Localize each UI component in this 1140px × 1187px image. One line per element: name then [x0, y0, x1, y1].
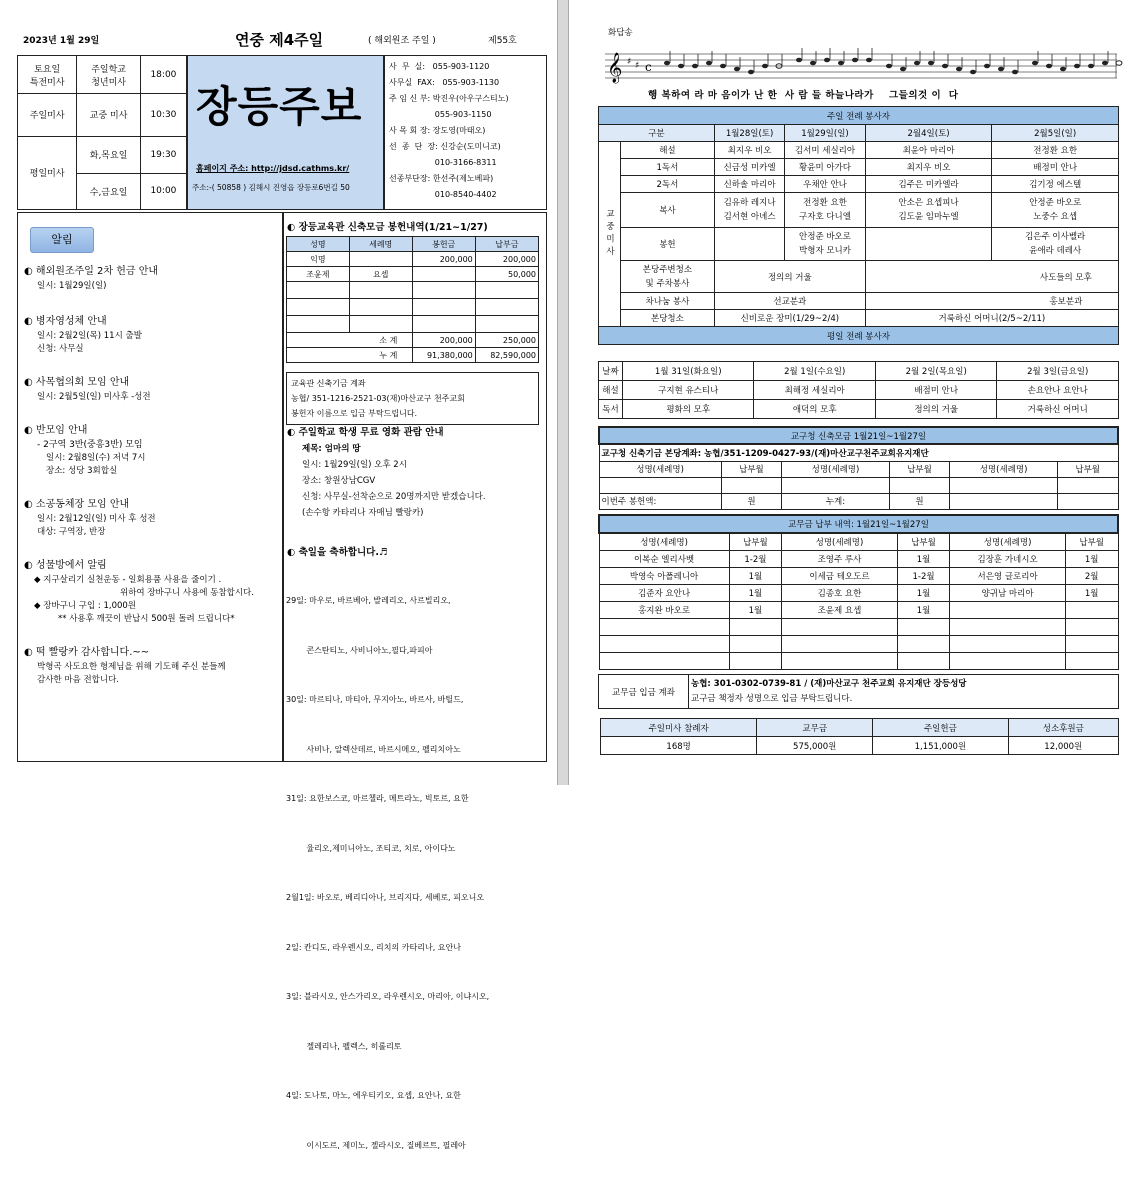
dues-cell: 1월 [1065, 550, 1118, 567]
col-header: 납부월 [729, 533, 782, 550]
volunteer: 배점미 안나 [875, 381, 997, 400]
volunteer: 평화의 모후 [623, 400, 754, 419]
role: 차나눔 봉사 [621, 293, 715, 310]
dues-account-line: 교구금 책정자 성명으로 입금 부탁드립니다. [691, 693, 853, 704]
dues-cell: 1월 [897, 584, 950, 601]
stat-offering: 1,151,000원 [873, 737, 1008, 755]
schedule-group: 평일미사 [18, 136, 77, 210]
svg-text:c: c [645, 60, 652, 74]
weekday-service-table [598, 361, 1119, 419]
volunteer: 선교분과 [714, 293, 865, 310]
feast-line: 4일: 도나토, 마노, 에우티키오, 요셉, 요안나, 요한 [286, 1091, 461, 1100]
stats-table [600, 718, 1119, 755]
dues-cell: 홍지완 바오로 [599, 601, 729, 618]
notice-title: ◐ 해외원조주일 2차 헌금 안내 [24, 266, 159, 277]
movie-line: 제목: 엄마의 땅 [302, 444, 361, 454]
schedule-time: 18:00 [140, 56, 186, 94]
dues-table [598, 514, 1119, 670]
volunteer: 최해정 세실리아 [754, 381, 876, 400]
cumulative-label: 누계: [782, 493, 890, 509]
col-header: 납부월 [889, 461, 950, 477]
movie-line: 일시: 1월29일(일) 오후 2시 [302, 460, 407, 470]
dues-cell: 조영주 루사 [782, 550, 898, 567]
feast-list [286, 560, 489, 1187]
movie-line: (손수항 카타리나 자매님 빨랑카) [302, 508, 424, 518]
dues-cell: 1월 [897, 550, 950, 567]
contact-line: 사무실 FAX: 055-903-1130 [389, 78, 500, 87]
notice-title: ◐ 성물방에서 알림 [24, 560, 107, 571]
subtotal-label: 소 계 [287, 333, 413, 348]
feast-line: 2월1일: 바오로, 베리디아나, 브리지다, 세베로, 피오니오 [286, 893, 485, 902]
notice-list [24, 265, 282, 687]
dues-cell: 1월 [1065, 584, 1118, 601]
feast-line: 콘스탄티노, 사비니아노,필다,파피아 [286, 645, 433, 655]
dues-cell: 서은영 글로리아 [950, 567, 1066, 584]
diocese-title: 교구청 신축모금 1월21일~1월27일 [599, 427, 1118, 444]
notice-line: ◆ 지구살리기 실천운동 - 일회용품 사용을 줄이기 . [34, 575, 222, 585]
role: 2독서 [621, 176, 715, 193]
notice-title: ◐ 반모임 안내 [24, 425, 88, 436]
dues-cell: 이세금 테오도르 [782, 567, 898, 584]
volunteer: 우채안 안나 [785, 176, 866, 193]
volunteer [714, 228, 784, 261]
volunteer: 황윤미 아가다 [785, 159, 866, 176]
sunday-service-table [598, 106, 1119, 345]
notice-line: 대상: 구역장, 반장 [37, 527, 106, 537]
hymn-label: 화답송 [608, 28, 633, 38]
total-2: 82,590,000 [475, 348, 538, 363]
role: 본당청소 [621, 310, 715, 327]
diocese-table [598, 426, 1119, 510]
volunteer [865, 228, 992, 261]
notice-line: 일시: 2월5일(일) 미사후 -성전 [37, 392, 151, 402]
donation-cell [412, 267, 475, 282]
col-header: 납부월 [897, 533, 950, 550]
col-header: 2월4일(토) [865, 125, 992, 142]
col-header: 성명(세례명) [950, 533, 1066, 550]
col-header: 봉헌금 [412, 237, 475, 252]
music-note [866, 58, 872, 63]
music-note [692, 64, 698, 69]
dues-account-table [598, 674, 1119, 709]
notice-line: 일시: 2월8일(수) 저녁 7시 [46, 453, 146, 463]
contact-line: 사 목 회 장: 장도영(마태오) [389, 126, 486, 135]
col-header: 2월 3일(금요일) [997, 362, 1119, 381]
hymn-lyrics: 행 복하여 라 마 음이가 난 한 사 람 들 하늘나라가 그들의것 이 다 [648, 90, 959, 101]
dues-cell: 1-2월 [729, 550, 782, 567]
dues-cell: 양귀남 마리아 [950, 584, 1066, 601]
volunteer: 안소은 요셉피나 김도윤 임마누엘 [865, 193, 992, 228]
dues-cell: 1월 [729, 584, 782, 601]
notice-line: 위하여 장바구니 사용에 동참합시다. [120, 588, 254, 598]
volunteer: 김주은 미카엘라 [865, 176, 992, 193]
schedule-group: 토요일 특전미사 [18, 56, 77, 94]
col-header: 세례명 [349, 237, 412, 252]
dues-cell: 1월 [897, 601, 950, 618]
homepage-link[interactable]: 홈페이지 주소: http://jdsd.cathms.kr/ [196, 164, 350, 173]
movie-line: 신청: 사무실-선착순으로 20명까지만 받겠습니다. [302, 492, 486, 502]
music-note [824, 58, 830, 63]
music-note [678, 64, 684, 69]
notice-line: 일시: 1월29일(일) [37, 281, 107, 291]
music-note [914, 61, 920, 66]
music-note [1116, 61, 1122, 66]
contact-line: 사 무 실: 055-903-1120 [389, 62, 490, 71]
volunteer: 신금성 미카엘 [714, 159, 784, 176]
role: 해설 [599, 381, 623, 400]
donation-cell: 조윤제 [287, 267, 350, 282]
cumulative-unit: 원 [889, 493, 950, 509]
volunteer: 배정미 안나 [992, 159, 1119, 176]
volunteer: 홍보분과 [865, 293, 1118, 310]
donation-cell: 200,000 [412, 252, 475, 267]
schedule-day: 수,금요일 [77, 173, 141, 209]
stat-attendance: 168명 [601, 737, 757, 755]
donation-table [286, 236, 539, 363]
church-address: 주소:-( 50858 ) 김해시 진영읍 장등로6번길 50 [192, 183, 350, 192]
donation-title: ◐ 장등교육관 신축모금 봉헌내역(1/21~1/27) [287, 222, 488, 233]
weekly-label: 이번주 봉헌액: [599, 493, 721, 509]
movie-title: ◐ 주일학교 학생 무료 영화 관람 안내 [287, 427, 444, 438]
col-header: 2월 2일(목요일) [875, 362, 997, 381]
masthead-title: 장등주보 [196, 82, 363, 131]
svg-text:♯: ♯ [635, 61, 640, 71]
col-header: 납부금 [475, 237, 538, 252]
issue-title: 연중 제4주일 [235, 31, 324, 49]
schedule-day: 교중 미사 [77, 94, 141, 136]
sunday-side-label: 교중미사 [599, 142, 621, 327]
music-note [748, 70, 754, 75]
issue-date: 2023년 1월 29일 [23, 36, 100, 46]
schedule-time: 19:30 [140, 136, 186, 173]
mass-schedule-table [17, 55, 187, 210]
music-note [970, 70, 976, 75]
subtotal-1: 200,000 [412, 333, 475, 348]
volunteer: 김서미 세실리아 [785, 142, 866, 159]
volunteer: 신하솔 마리아 [714, 176, 784, 193]
account-line: 교육관 신축기금 계좌 [291, 379, 366, 388]
contact-line: 055-903-1150 [389, 110, 492, 119]
music-note [838, 61, 844, 66]
volunteer: 애덕의 모후 [754, 400, 876, 419]
total-1: 91,380,000 [412, 348, 475, 363]
music-note [734, 67, 740, 72]
volunteer: 최지우 비오 [865, 159, 992, 176]
issue-subtitle: ( 해외원조 주일 ) [368, 36, 436, 46]
contact-line: 010-8540-4402 [389, 190, 497, 199]
contact-box [384, 55, 547, 210]
feast-line: 젤레리나, 펠렉스, 히롤리토 [286, 1041, 402, 1051]
role: 1독서 [621, 159, 715, 176]
col-header: 날짜 [599, 362, 623, 381]
col-header: 납부월 [1065, 533, 1118, 550]
col-header: 교무금 [757, 719, 873, 737]
volunteer: 전정환 요한 [992, 142, 1119, 159]
music-note [900, 67, 906, 72]
weekday-title: 평일 전례 봉사자 [599, 327, 1119, 345]
volunteer: 신비로운 장미(1/29~2/4) [714, 310, 865, 327]
volunteer: 거룩하신 어머니 [997, 400, 1119, 419]
volunteer: 최지우 비오 [714, 142, 784, 159]
music-note [664, 61, 670, 66]
col-header: 1월28일(토) [714, 125, 784, 142]
music-note [852, 58, 858, 63]
col-header: 주일헌금 [873, 719, 1008, 737]
feast-line: 29일: 마우로, 바르베아, 발레리오, 사르빌리오, [286, 596, 451, 605]
dues-cell: 김종호 요한 [782, 584, 898, 601]
col-header: 성명(세례명) [782, 533, 898, 550]
role: 본당주변청소 및 주차봉사 [621, 261, 715, 293]
volunteer: 정의의 거울 [714, 261, 865, 293]
svg-text:♯: ♯ [627, 57, 632, 67]
contact-line: 주 임 신 부: 박진우(아우구스티노) [389, 94, 509, 103]
col-header: 성명(세례명) [782, 461, 890, 477]
music-note [1046, 64, 1052, 69]
notice-line: 일시: 2월2일(목) 11시 출발 [37, 331, 142, 341]
music-note [810, 61, 816, 66]
role: 복사 [621, 193, 715, 228]
schedule-group: 주일미사 [18, 94, 77, 136]
volunteer: 안정준 바오로 박형자 모니카 [785, 228, 866, 261]
sunday-title: 주일 전례 봉사자 [599, 107, 1119, 125]
schedule-time: 10:30 [140, 94, 186, 136]
total-label: 누 계 [287, 348, 413, 363]
dues-cell [950, 601, 1066, 618]
subtotal-2: 250,000 [475, 333, 538, 348]
feast-line: 사비나, 알렉산데르, 바르시메오, 펠리치아노 [286, 744, 461, 754]
role: 봉헌 [621, 228, 715, 261]
notice-line: 장소: 성당 3회합실 [46, 466, 118, 476]
col-header: 1월 31일(화요일) [623, 362, 754, 381]
feast-line: 2일: 칸디도, 라우렌시오, 리치의 카타리나, 요안나 [286, 942, 461, 952]
feast-line: 31일: 요한보스코, 마르첼라, 메트라노, 빅토르, 요한 [286, 794, 469, 803]
music-staff [605, 46, 1117, 86]
col-header: 2월 1일(수요일) [754, 362, 876, 381]
music-note [1012, 70, 1018, 75]
notice-label: 알림 [30, 227, 94, 253]
account-line: 농협/ 351-1216-2521-03(재)마산교구 천주교회 [291, 394, 465, 403]
stat-vocation: 12,000원 [1008, 737, 1118, 755]
donation-cell [349, 252, 412, 267]
col-header: 성명(세례명) [950, 461, 1058, 477]
volunteer: 김은주 이사벨라 윤애라 데레사 [992, 228, 1119, 261]
volunteer: 정의의 거울 [875, 400, 997, 419]
donation-cell: 익명 [287, 252, 350, 267]
notice-title: ◐ 병자영성체 안내 [24, 316, 107, 327]
music-note [720, 64, 726, 69]
feast-line: 이시도르, 제미노, 젤라시오, 질베르트, 필레아 [286, 1140, 466, 1150]
donation-cell: 50,000 [475, 267, 538, 282]
schedule-time: 10:00 [140, 173, 186, 209]
music-note [1074, 64, 1080, 69]
volunteer: 사도들의 모후 [865, 261, 1118, 293]
movie-line: 장소: 창원상남CGV [302, 476, 376, 486]
dues-account-label: 교무금 입금 계좌 [599, 675, 689, 709]
dues-title: 교무금 납부 내역: 1월21일~1월27일 [599, 515, 1118, 533]
svg-text:𝄞: 𝄞 [607, 53, 623, 83]
dues-cell: 박영숙 아폴레니아 [599, 567, 729, 584]
music-note [956, 67, 962, 72]
col-header: 성명(세례명) [599, 533, 729, 550]
col-header: 성명(세례명) [599, 461, 721, 477]
notice-line: ◆ 장바구니 구입 : 1,000원 [34, 601, 137, 611]
notice-title: ◐ 사목협의회 모임 안내 [24, 377, 130, 388]
movie-info [302, 441, 486, 521]
notice-line: 일시: 2월12일(일) 미사 후 성전 [37, 514, 156, 524]
role: 독서 [599, 400, 623, 419]
col-header: 구분 [599, 125, 715, 142]
music-note [1060, 67, 1066, 72]
diocese-account: 교구청 신축기금 본당계좌: 농협/351-1209-0427-93/(재)마산교구천주교회유지재단 [599, 444, 1118, 461]
notice-line: 신청: 사무실 [37, 344, 84, 354]
volunteer: 안정준 바오로 노중수 요셉 [992, 193, 1119, 228]
donation-account [286, 372, 539, 425]
schedule-day: 주일학교 청년미사 [77, 56, 141, 94]
col-header: 2월5일(일) [992, 125, 1119, 142]
masthead [187, 55, 384, 210]
dues-cell: 1-2월 [897, 567, 950, 584]
volunteer: 김유하 레지나 김서현 아녜스 [714, 193, 784, 228]
music-note [706, 61, 712, 66]
notice-line: ** 사용후 깨끗이 반납시 500원 돌려 드립니다* [58, 614, 235, 624]
col-header: 성명 [287, 237, 350, 252]
music-note [1088, 64, 1094, 69]
volunteer: 최윤아 마리아 [865, 142, 992, 159]
dues-cell [1065, 601, 1118, 618]
stat-dues: 575,000원 [757, 737, 873, 755]
contact-line: 선종부단장: 한선주(제노베파) [389, 174, 494, 183]
page-divider [557, 0, 569, 785]
notice-line: 감사한 마음 전합니다. [37, 675, 120, 685]
feast-line: 30일: 마르티나, 마티아, 무지아노, 바르사, 바틸드, [286, 695, 464, 704]
notice-panel [17, 212, 283, 762]
contact-line: 010-3166-8311 [389, 158, 497, 167]
col-header: 1월29일(일) [785, 125, 866, 142]
dues-cell: 이복순 엘리사벳 [599, 550, 729, 567]
schedule-day: 화,목요일 [77, 136, 141, 173]
dues-cell: 김장훈 가네시오 [950, 550, 1066, 567]
col-header: 납부월 [721, 461, 782, 477]
dues-cell: 김준자 요안나 [599, 584, 729, 601]
volunteer: 구지현 유스티나 [623, 381, 754, 400]
role: 해설 [621, 142, 715, 159]
feast-title: ◐ 축일을 축하합니다.♬ [287, 547, 388, 558]
issue-number: 제55호 [488, 36, 517, 46]
account-line: 봉헌자 이름으로 입금 부탁드립니다. [291, 409, 418, 418]
dues-cell: 조윤제 요셉 [782, 601, 898, 618]
donation-cell: 200,000 [475, 252, 538, 267]
feast-line: 3일: 블라시오, 안스가리오, 라우렌시오, 마리아, 이냐시오, [286, 992, 490, 1001]
dues-account-line: 농협: 301-0302-0739-81 / (재)마산교구 천주교회 유지재단 장등성당 [691, 678, 967, 689]
music-note [886, 64, 892, 69]
contact-line: 선 종 단 장: 신강순(도미니코) [389, 142, 501, 151]
notice-line: - 2구역 3반(중흥3반) 모임 [37, 440, 143, 450]
volunteer: 손요안나 요안나 [997, 381, 1119, 400]
col-header: 납부월 [1057, 461, 1118, 477]
music-note [1032, 61, 1038, 66]
music-note [1102, 61, 1108, 66]
donation-cell: 요셉 [349, 267, 412, 282]
col-header: 성소후원금 [1008, 719, 1118, 737]
middle-panel [283, 212, 547, 1150]
volunteer: 전정환 요한 구자호 다니엘 [785, 193, 866, 228]
music-note [762, 64, 768, 69]
music-note [928, 61, 934, 66]
notice-line: 박형곡 사도요한 형제님을 위해 기도해 주신 분들께 [37, 662, 226, 672]
feast-line: 율리오,제미니아노, 조티코, 치로, 아이다노 [286, 843, 456, 853]
dues-cell: 2월 [1065, 567, 1118, 584]
music-note [984, 64, 990, 69]
volunteer: 김기정 에스텔 [992, 176, 1119, 193]
dues-cell: 1월 [729, 567, 782, 584]
volunteer: 거룩하신 어머니(2/5~2/11) [865, 310, 1118, 327]
music-note [796, 58, 802, 63]
dues-cell: 1월 [729, 601, 782, 618]
notice-title: ◐ 떡 빨랑카 감사합니다.~~ [24, 647, 150, 658]
weekly-unit: 원 [721, 493, 782, 509]
notice-title: ◐ 소공동체장 모임 안내 [24, 499, 130, 510]
col-header: 주일미사 참례자 [601, 719, 757, 737]
music-note [942, 64, 948, 69]
music-note [998, 67, 1004, 72]
